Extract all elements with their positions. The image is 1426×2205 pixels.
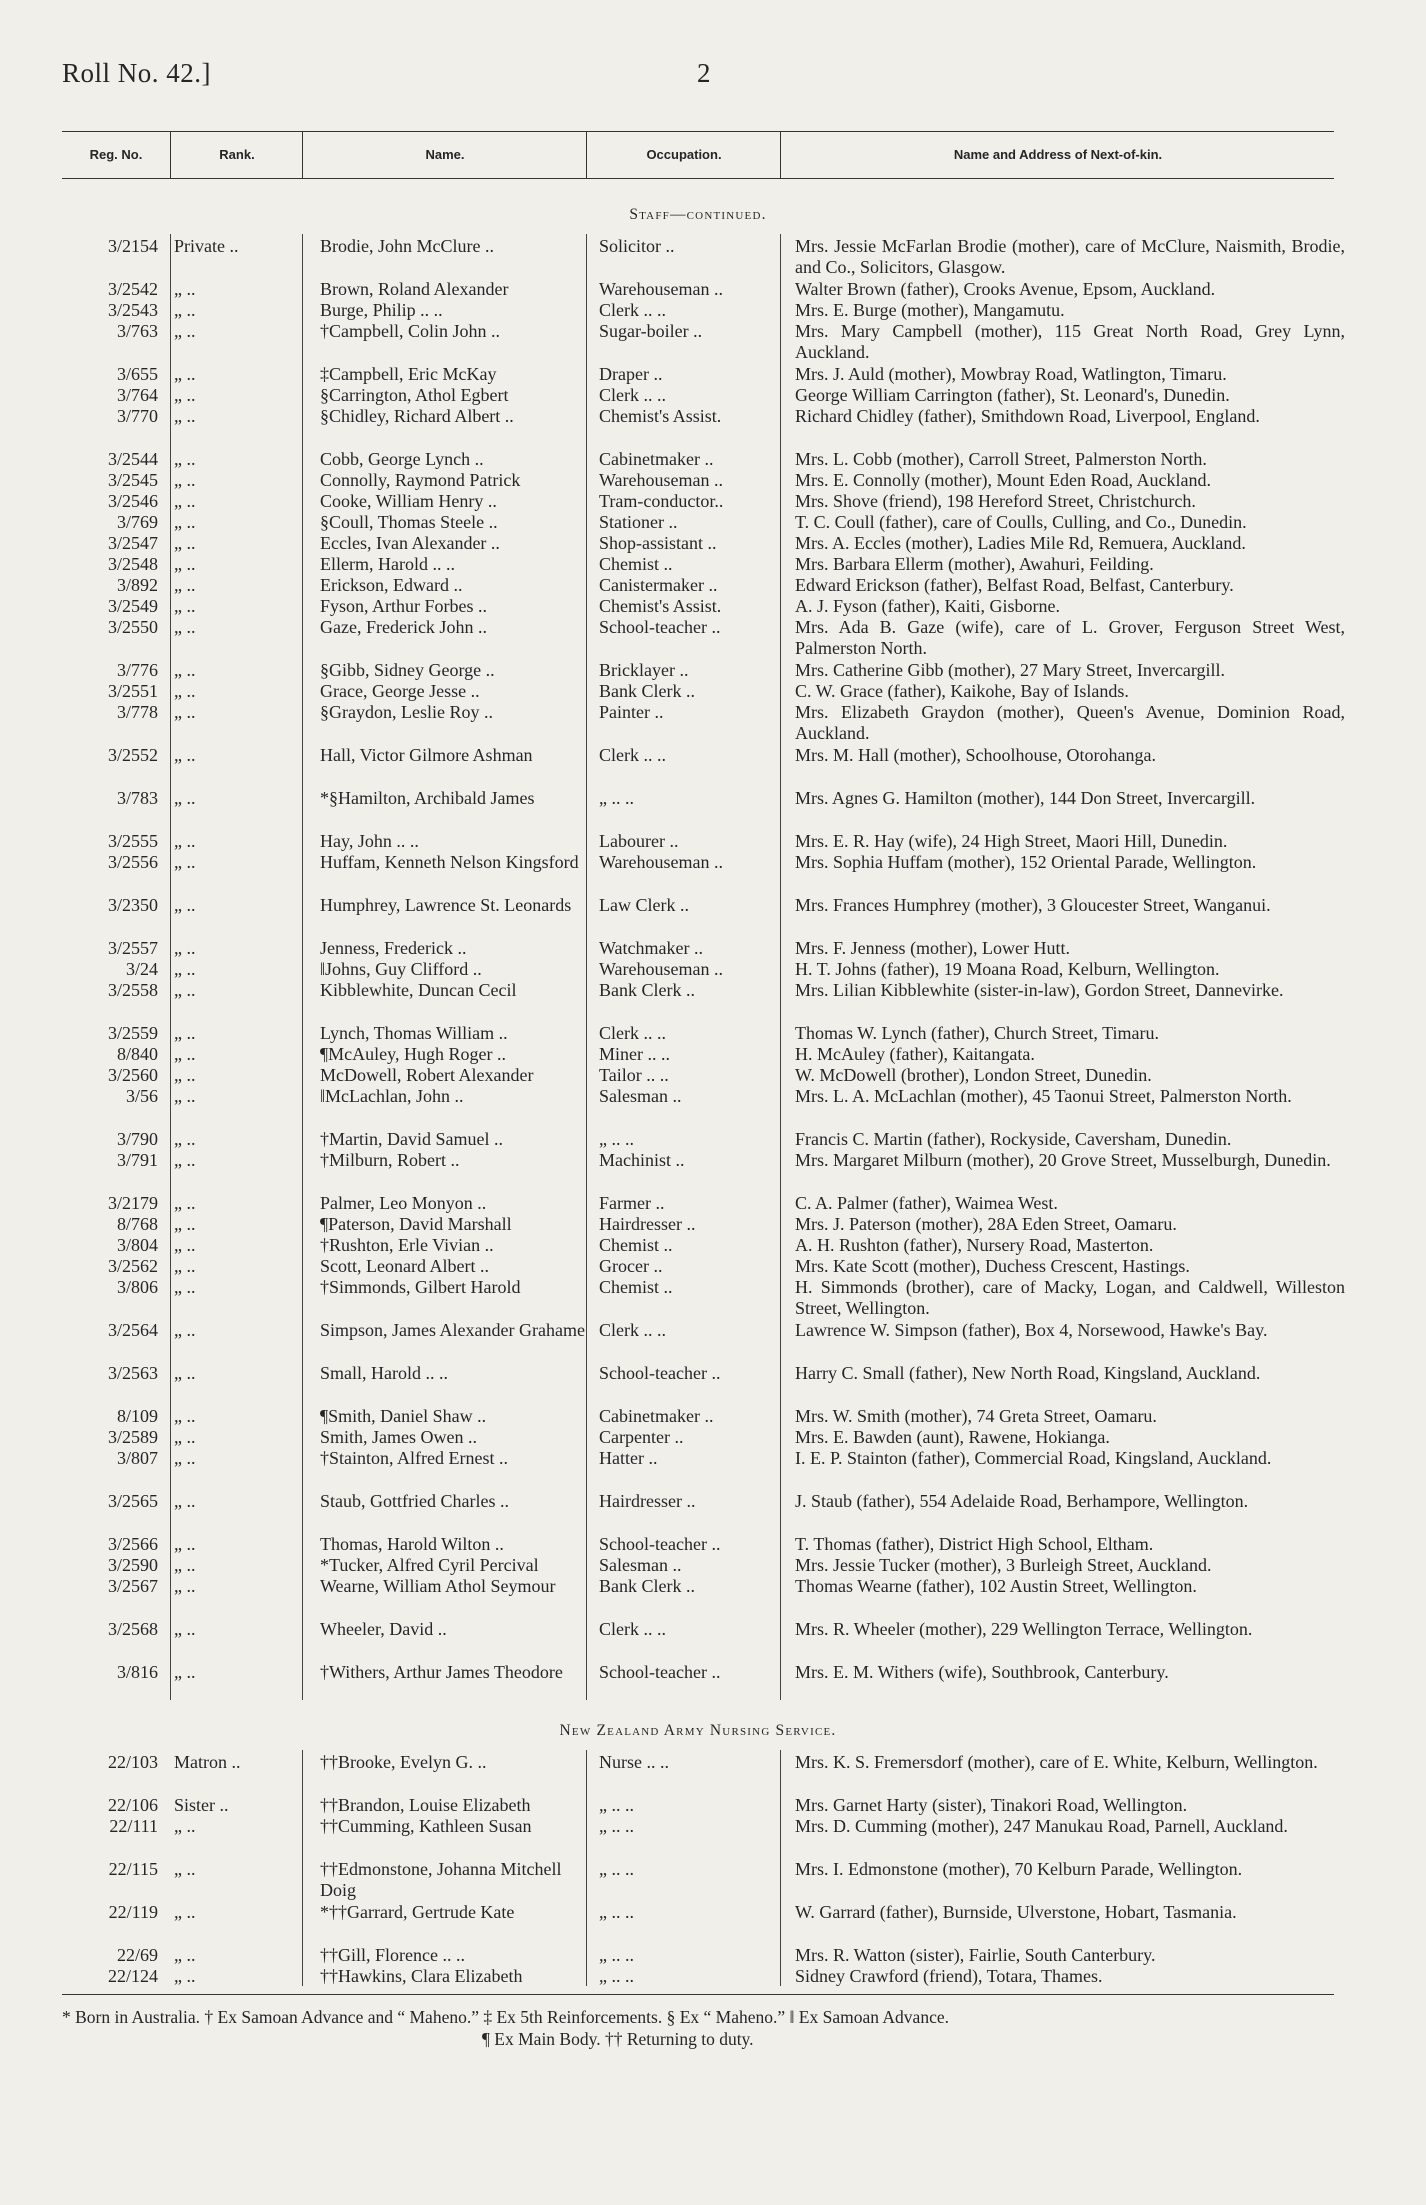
name-cell: Burge, Philip .. ..	[320, 300, 443, 320]
name-cell: Wearne, William Athol Seymour	[320, 1576, 556, 1596]
name-cell: Cooke, William Henry ..	[320, 491, 497, 511]
rank-cell: „ ..	[174, 1086, 196, 1106]
name-cell: *§Hamilton, Archibald James	[320, 788, 535, 808]
name-cell: Palmer, Leo Monyon ..	[320, 1193, 487, 1213]
reg-number-cell: 3/2552	[107, 745, 158, 765]
reg-number-cell: 22/69	[116, 1945, 158, 1965]
occupation-cell: Carpenter ..	[599, 1427, 684, 1447]
occupation-cell: Watchmaker ..	[599, 938, 704, 958]
next-of-kin-cell: T. C. Coull (father), care of Coulls, Culling, and Co., Dunedin.	[795, 512, 1247, 532]
name-cell: Staub, Gottfried Charles ..	[320, 1491, 509, 1511]
next-of-kin-cell: Mrs. F. Jenness (mother), Lower Hutt.	[795, 938, 1071, 958]
name-cell: ††Gill, Florence .. ..	[320, 1945, 465, 1965]
name-cell: †Martin, David Samuel ..	[320, 1129, 503, 1149]
reg-number-cell: 3/2559	[107, 1023, 158, 1043]
occupation-cell: Hatter ..	[599, 1448, 658, 1468]
next-of-kin-cell: W. Garrard (father), Burnside, Ulverstone, Hobart, Tasmania.	[795, 1902, 1237, 1922]
rank-cell: „ ..	[174, 364, 196, 384]
occupation-cell: Chemist's Assist.	[599, 406, 722, 426]
reg-number-cell: 3/2550	[107, 617, 158, 637]
occupation-cell: Farmer ..	[599, 1193, 665, 1213]
occupation-cell: Nurse .. ..	[599, 1752, 669, 1772]
rank-cell: „ ..	[174, 660, 196, 680]
name-cell: Erickson, Edward ..	[320, 575, 463, 595]
next-of-kin-cell: Mrs. E. Burge (mother), Mangamutu.	[795, 300, 1065, 320]
occupation-cell: Cabinetmaker ..	[599, 449, 714, 469]
reg-number-cell: 3/2544	[107, 449, 158, 469]
name-cell: Brown, Roland Alexander	[320, 279, 509, 299]
reg-number-cell: 3/2557	[107, 938, 158, 958]
next-of-kin-cell: Mrs. J. Paterson (mother), 28A Eden Street, Oamaru.	[795, 1214, 1177, 1234]
rank-cell: „ ..	[174, 1662, 196, 1682]
occupation-cell: Solicitor ..	[599, 236, 675, 256]
occupation-cell: „ .. ..	[599, 1795, 634, 1815]
name-cell: ¶Smith, Daniel Shaw ..	[320, 1406, 487, 1426]
column-header-next-of-kin: Name and Address of Next-of-kin.	[780, 132, 1335, 178]
next-of-kin-cell: Mrs. E. Connolly (mother), Mount Eden Road, Auckland.	[795, 470, 1211, 490]
rank-cell: „ ..	[174, 554, 196, 574]
occupation-cell: Shop-assistant ..	[599, 533, 717, 553]
reg-number-cell: 3/769	[116, 512, 158, 532]
occupation-cell: Tram-conductor..	[599, 491, 724, 511]
occupation-cell: Warehouseman ..	[599, 470, 724, 490]
reg-number-cell: 3/783	[116, 788, 158, 808]
reg-number-cell: 3/2556	[107, 852, 158, 872]
next-of-kin-cell: Walter Brown (father), Crooks Avenue, Epsom, Auckland.	[795, 279, 1216, 299]
reg-number-cell: 3/2562	[107, 1256, 158, 1276]
rank-cell: „ ..	[174, 575, 196, 595]
next-of-kin-cell: Francis C. Martin (father), Rockyside, Caversham, Dunedin.	[795, 1129, 1232, 1149]
rank-cell: „ ..	[174, 470, 196, 490]
occupation-cell: Sugar-boiler ..	[599, 321, 703, 341]
rank-cell: „ ..	[174, 1619, 196, 1639]
name-cell: ¶McAuley, Hugh Roger ..	[320, 1044, 506, 1064]
next-of-kin-cell: W. McDowell (brother), London Street, Dunedin.	[795, 1065, 1152, 1085]
occupation-cell: Grocer ..	[599, 1256, 663, 1276]
name-cell: ††Hawkins, Clara Elizabeth	[320, 1966, 523, 1986]
reg-number-cell: 3/804	[116, 1235, 158, 1255]
rank-cell: „ ..	[174, 300, 196, 320]
next-of-kin-cell: Mrs. Shove (friend), 198 Hereford Street, Christchurch.	[795, 491, 1196, 511]
reg-number-cell: 3/2589	[107, 1427, 158, 1447]
footnote-line-2: ¶ Ex Main Body. †† Returning to duty.	[482, 2029, 754, 2049]
next-of-kin-cell: Thomas W. Lynch (father), Church Street, Timaru.	[795, 1023, 1159, 1043]
rank-cell: „ ..	[174, 491, 196, 511]
occupation-cell: Labourer ..	[599, 831, 679, 851]
occupation-cell: School-teacher ..	[599, 1363, 721, 1383]
occupation-cell: Bricklayer ..	[599, 660, 689, 680]
rank-cell: „ ..	[174, 745, 196, 765]
reg-number-cell: 3/2545	[107, 470, 158, 490]
next-of-kin-cell: Mrs. Kate Scott (mother), Duchess Crescent, Hastings.	[795, 1256, 1190, 1276]
reg-number-cell: 22/115	[108, 1859, 158, 1879]
name-cell: Jenness, Frederick ..	[320, 938, 467, 958]
rank-cell: „ ..	[174, 1363, 196, 1383]
name-cell: Scott, Leonard Albert ..	[320, 1256, 489, 1276]
reg-number-cell: 3/2560	[107, 1065, 158, 1085]
occupation-cell: Cabinetmaker ..	[599, 1406, 714, 1426]
rank-cell: „ ..	[174, 1945, 196, 1965]
rank-cell: „ ..	[174, 1902, 196, 1922]
next-of-kin-cell: Mrs. M. Hall (mother), Schoolhouse, Otorohanga.	[795, 745, 1156, 765]
rank-cell: „ ..	[174, 321, 196, 341]
reg-number-cell: 3/2154	[107, 236, 158, 256]
reg-number-cell: 3/770	[116, 406, 158, 426]
occupation-cell: Clerk .. ..	[599, 1320, 666, 1340]
next-of-kin-cell: Mrs. Frances Humphrey (mother), 3 Gloucester Street, Wanganui.	[795, 895, 1271, 915]
rank-cell: „ ..	[174, 1816, 196, 1836]
rank-cell: Sister ..	[174, 1795, 229, 1815]
rank-cell: Private ..	[174, 236, 239, 256]
next-of-kin-cell: Mrs. Sophia Huffam (mother), 152 Oriental Parade, Wellington.	[795, 852, 1257, 872]
next-of-kin-cell: Mrs. Barbara Ellerm (mother), Awahuri, Feilding.	[795, 554, 1154, 574]
name-cell: ††Edmonstone, Johanna Mitchell Doig	[320, 1859, 562, 1900]
next-of-kin-cell: Mrs. E. Bawden (aunt), Rawene, Hokianga.	[795, 1427, 1110, 1447]
reg-number-cell: 3/2566	[107, 1534, 158, 1554]
column-divider	[302, 1750, 303, 1986]
next-of-kin-cell: Lawrence W. Simpson (father), Box 4, Norsewood, Hawke's Bay.	[795, 1320, 1268, 1340]
name-cell: Cobb, George Lynch ..	[320, 449, 484, 469]
name-cell: Grace, George Jesse ..	[320, 681, 480, 701]
name-cell: §Chidley, Richard Albert ..	[320, 406, 514, 426]
next-of-kin-cell: George William Carrington (father), St. Leonard's, Dunedin.	[795, 385, 1230, 405]
rank-cell: „ ..	[174, 831, 196, 851]
occupation-cell: Warehouseman ..	[599, 279, 724, 299]
next-of-kin-cell: Thomas Wearne (father), 102 Austin Street, Wellington.	[795, 1576, 1197, 1596]
next-of-kin-cell: Mrs. R. Watton (sister), Fairlie, South Canterbury.	[795, 1945, 1156, 1965]
next-of-kin-cell: Edward Erickson (father), Belfast Road, Belfast, Canterbury.	[795, 575, 1234, 595]
name-cell: §Gibb, Sidney George ..	[320, 660, 495, 680]
rank-cell: „ ..	[174, 617, 196, 637]
rank-cell: „ ..	[174, 512, 196, 532]
occupation-cell: School-teacher ..	[599, 1534, 721, 1554]
name-cell: Gaze, Frederick John ..	[320, 617, 487, 637]
name-cell: *††Garrard, Gertrude Kate	[320, 1902, 515, 1922]
reg-number-cell: 3/56	[125, 1086, 158, 1106]
name-cell: ‡Campbell, Eric McKay	[320, 364, 497, 384]
rank-cell: „ ..	[174, 1534, 196, 1554]
name-cell: Ellerm, Harold .. ..	[320, 554, 455, 574]
column-header-rank: Rank.	[170, 132, 303, 178]
rank-cell: „ ..	[174, 852, 196, 872]
rank-cell: „ ..	[174, 279, 196, 299]
rank-cell: „ ..	[174, 406, 196, 426]
rank-cell: „ ..	[174, 980, 196, 1000]
occupation-cell: Painter ..	[599, 702, 664, 722]
occupation-cell: „ .. ..	[599, 1816, 634, 1836]
name-cell: Eccles, Ivan Alexander ..	[320, 533, 500, 553]
reg-number-cell: 3/763	[116, 321, 158, 341]
name-cell: Hall, Victor Gilmore Ashman	[320, 745, 533, 765]
reg-number-cell: 3/778	[116, 702, 158, 722]
name-cell: Smith, James Owen ..	[320, 1427, 477, 1447]
occupation-cell: „ .. ..	[599, 1966, 634, 1986]
next-of-kin-cell: Mrs. Mary Campbell (mother), 115 Great North Road, Grey Lynn, Auckland.	[795, 321, 1345, 362]
name-cell: †Rushton, Erle Vivian ..	[320, 1235, 494, 1255]
name-cell: Huffam, Kenneth Nelson Kingsford	[320, 852, 579, 872]
column-divider	[780, 1750, 781, 1986]
reg-number-cell: 3/807	[116, 1448, 158, 1468]
page-header	[62, 58, 1362, 98]
name-cell: Hay, John .. ..	[320, 831, 419, 851]
reg-number-cell: 3/2350	[107, 895, 158, 915]
rank-cell: „ ..	[174, 1065, 196, 1085]
reg-number-cell: 3/2565	[107, 1491, 158, 1511]
footnote-line-1: * Born in Australia. † Ex Samoan Advance and “ Maheno.” ‡ Ex 5th Reinforcements. § Ex “ Maheno.” ‖ Ex Samoan Advance.	[62, 2007, 949, 2027]
rank-cell: „ ..	[174, 702, 196, 722]
reg-number-cell: 3/2546	[107, 491, 158, 511]
next-of-kin-cell: H. Simmonds (brother), care of Macky, Logan, and Caldwell, Willeston Street, Wellington.	[795, 1277, 1345, 1318]
page-number: 2	[697, 58, 711, 88]
next-of-kin-cell: Mrs. Elizabeth Graydon (mother), Queen's Avenue, Dominion Road, Auckland.	[795, 702, 1345, 743]
next-of-kin-cell: Mrs. E. R. Hay (wife), 24 High Street, Maori Hill, Dunedin.	[795, 831, 1228, 851]
reg-number-cell: 3/24	[125, 959, 158, 979]
next-of-kin-cell: I. E. P. Stainton (father), Commercial Road, Kingsland, Auckland.	[795, 1448, 1272, 1468]
reg-number-cell: 3/2179	[107, 1193, 158, 1213]
next-of-kin-cell: Mrs. Agnes G. Hamilton (mother), 144 Don Street, Invercargill.	[795, 788, 1256, 808]
rank-cell: „ ..	[174, 1214, 196, 1234]
name-cell: †Campbell, Colin John ..	[320, 321, 500, 341]
occupation-cell: Canistermaker ..	[599, 575, 718, 595]
rank-cell: „ ..	[174, 1277, 196, 1297]
occupation-cell: Law Clerk ..	[599, 895, 689, 915]
next-of-kin-cell: Mrs. L. Cobb (mother), Carroll Street, Palmerston North.	[795, 449, 1207, 469]
name-cell: ††Brandon, Louise Elizabeth	[320, 1795, 531, 1815]
occupation-cell: School-teacher ..	[599, 1662, 721, 1682]
rank-cell: „ ..	[174, 1427, 196, 1447]
occupation-cell: Clerk .. ..	[599, 1619, 666, 1639]
reg-number-cell: 22/103	[107, 1752, 158, 1772]
occupation-cell: Salesman ..	[599, 1086, 682, 1106]
next-of-kin-cell: Richard Chidley (father), Smithdown Road, Liverpool, England.	[795, 406, 1260, 426]
next-of-kin-cell: C. W. Grace (father), Kaikohe, Bay of Islands.	[795, 681, 1129, 701]
rank-cell: „ ..	[174, 1555, 196, 1575]
rank-cell: „ ..	[174, 1859, 196, 1879]
reg-number-cell: 3/816	[116, 1662, 158, 1682]
name-cell: ††Cumming, Kathleen Susan	[320, 1816, 532, 1836]
rank-cell: „ ..	[174, 959, 196, 979]
reg-number-cell: 3/2568	[107, 1619, 158, 1639]
name-cell: Thomas, Harold Wilton ..	[320, 1534, 504, 1554]
occupation-cell: „ .. ..	[599, 788, 634, 808]
reg-number-cell: 3/790	[116, 1129, 158, 1149]
column-header-occupation: Occupation.	[586, 132, 781, 178]
next-of-kin-cell: T. Thomas (father), District High School, Eltham.	[795, 1534, 1154, 1554]
occupation-cell: Hairdresser ..	[599, 1491, 696, 1511]
next-of-kin-cell: Mrs. I. Edmonstone (mother), 70 Kelburn Parade, Wellington.	[795, 1859, 1243, 1879]
name-cell: §Graydon, Leslie Roy ..	[320, 702, 493, 722]
occupation-cell: Chemist ..	[599, 1277, 673, 1297]
next-of-kin-cell: Harry C. Small (father), New North Road, Kingsland, Auckland.	[795, 1363, 1261, 1383]
occupation-cell: Chemist's Assist.	[599, 596, 722, 616]
rank-cell: „ ..	[174, 895, 196, 915]
rank-cell: „ ..	[174, 1576, 196, 1596]
reg-number-cell: 3/791	[116, 1150, 158, 1170]
next-of-kin-cell: A. J. Fyson (father), Kaiti, Gisborne.	[795, 596, 1060, 616]
name-cell: §Carrington, Athol Egbert	[320, 385, 509, 405]
name-cell: Wheeler, David ..	[320, 1619, 447, 1639]
next-of-kin-cell: Mrs. Jessie Tucker (mother), 3 Burleigh Street, Auckland.	[795, 1555, 1212, 1575]
rank-cell: „ ..	[174, 596, 196, 616]
occupation-cell: Warehouseman ..	[599, 959, 724, 979]
reg-number-cell: 8/109	[116, 1406, 158, 1426]
next-of-kin-cell: Mrs. D. Cumming (mother), 247 Manukau Road, Parnell, Auckland.	[795, 1816, 1288, 1836]
reg-number-cell: 22/106	[107, 1795, 158, 1815]
footer-rule	[62, 1994, 1334, 1995]
reg-number-cell: 22/111	[109, 1816, 158, 1836]
reg-number-cell: 3/2558	[107, 980, 158, 1000]
occupation-cell: Clerk .. ..	[599, 385, 666, 405]
reg-number-cell: 3/2590	[107, 1555, 158, 1575]
reg-number-cell: 8/768	[116, 1214, 158, 1234]
next-of-kin-cell: Mrs. W. Smith (mother), 74 Greta Street, Oamaru.	[795, 1406, 1157, 1426]
occupation-cell: „ .. ..	[599, 1902, 634, 1922]
name-cell: McDowell, Robert Alexander	[320, 1065, 534, 1085]
reg-number-cell: 3/655	[116, 364, 158, 384]
occupation-cell: Clerk .. ..	[599, 1023, 666, 1043]
occupation-cell: School-teacher ..	[599, 617, 721, 637]
rank-cell: „ ..	[174, 938, 196, 958]
name-cell: Humphrey, Lawrence St. Leonards	[320, 895, 572, 915]
reg-number-cell: 3/776	[116, 660, 158, 680]
rank-cell: „ ..	[174, 449, 196, 469]
next-of-kin-cell: Mrs. L. A. McLachlan (mother), 45 Taonui Street, Palmerston North.	[795, 1086, 1292, 1106]
next-of-kin-cell: Mrs. Catherine Gibb (mother), 27 Mary Street, Invercargill.	[795, 660, 1226, 680]
name-cell: Brodie, John McClure ..	[320, 236, 494, 256]
next-of-kin-cell: Mrs. Jessie McFarlan Brodie (mother), care of McClure, Naismith, Brodie, and Co., Solicitors, Glasgow.	[795, 236, 1345, 277]
reg-number-cell: 3/764	[116, 385, 158, 405]
occupation-cell: Salesman ..	[599, 1555, 682, 1575]
rank-cell: Matron ..	[174, 1752, 241, 1772]
next-of-kin-cell: A. H. Rushton (father), Nursery Road, Masterton.	[795, 1235, 1154, 1255]
next-of-kin-cell: C. A. Palmer (father), Waimea West.	[795, 1193, 1058, 1213]
next-of-kin-cell: H. T. Johns (father), 19 Moana Road, Kelburn, Wellington.	[795, 959, 1220, 979]
rank-cell: „ ..	[174, 1129, 196, 1149]
name-cell: ‖McLachlan, John ..	[320, 1086, 464, 1106]
reg-number-cell: 3/2543	[107, 300, 158, 320]
rank-cell: „ ..	[174, 788, 196, 808]
name-cell: Small, Harold .. ..	[320, 1363, 448, 1383]
reg-number-cell: 22/119	[108, 1902, 158, 1922]
next-of-kin-cell: Mrs. Ada B. Gaze (wife), care of L. Grover, Ferguson Street West, Palmerston North.	[795, 617, 1345, 658]
reg-number-cell: 3/2542	[107, 279, 158, 299]
reg-number-cell: 3/2564	[107, 1320, 158, 1340]
next-of-kin-cell: J. Staub (father), 554 Adelaide Road, Berhampore, Wellington.	[795, 1491, 1249, 1511]
name-cell: ‖Johns, Guy Clifford ..	[320, 959, 482, 979]
occupation-cell: Draper ..	[599, 364, 663, 384]
name-cell: †Simmonds, Gilbert Harold	[320, 1277, 521, 1297]
rank-cell: „ ..	[174, 1406, 196, 1426]
reg-number-cell: 8/840	[116, 1044, 158, 1064]
reg-number-cell: 3/2549	[107, 596, 158, 616]
rank-cell: „ ..	[174, 1023, 196, 1043]
occupation-cell: „ .. ..	[599, 1859, 634, 1879]
section-heading-staff: Staff—continued.	[629, 206, 767, 223]
column-divider	[302, 234, 303, 1700]
name-cell: Connolly, Raymond Patrick	[320, 470, 521, 490]
rank-cell: „ ..	[174, 1235, 196, 1255]
name-cell: ¶Paterson, David Marshall	[320, 1214, 512, 1234]
name-cell: Fyson, Arthur Forbes ..	[320, 596, 488, 616]
occupation-cell: Bank Clerk ..	[599, 681, 695, 701]
roll-label: Roll No. 42.]	[62, 58, 212, 88]
occupation-cell: Warehouseman ..	[599, 852, 724, 872]
occupation-cell: Chemist ..	[599, 554, 673, 574]
occupation-cell: Clerk .. ..	[599, 300, 666, 320]
occupation-cell: Bank Clerk ..	[599, 980, 695, 1000]
occupation-cell: Stationer ..	[599, 512, 678, 532]
rank-cell: „ ..	[174, 1044, 196, 1064]
name-cell: †Milburn, Robert ..	[320, 1150, 460, 1170]
occupation-cell: „ .. ..	[599, 1129, 634, 1149]
name-cell: †Withers, Arthur James Theodore	[320, 1662, 563, 1682]
next-of-kin-cell: Mrs. K. S. Fremersdorf (mother), care of E. White, Kelburn, Wellington.	[795, 1752, 1318, 1772]
rank-cell: „ ..	[174, 533, 196, 553]
reg-number-cell: 3/2555	[107, 831, 158, 851]
column-divider	[170, 234, 171, 1700]
next-of-kin-cell: Sidney Crawford (friend), Totara, Thames.	[795, 1966, 1103, 1986]
column-divider	[780, 234, 781, 1700]
reg-number-cell: 3/2567	[107, 1576, 158, 1596]
column-header-row	[62, 131, 1334, 179]
next-of-kin-cell: Mrs. Garnet Harty (sister), Tinakori Road, Wellington.	[795, 1795, 1188, 1815]
occupation-cell: Miner .. ..	[599, 1044, 670, 1064]
rank-cell: „ ..	[174, 1256, 196, 1276]
next-of-kin-cell: Mrs. E. M. Withers (wife), Southbrook, Canterbury.	[795, 1662, 1169, 1682]
next-of-kin-cell: H. McAuley (father), Kaitangata.	[795, 1044, 1035, 1064]
rank-cell: „ ..	[174, 681, 196, 701]
rank-cell: „ ..	[174, 1448, 196, 1468]
rank-cell: „ ..	[174, 1193, 196, 1213]
occupation-cell: Hairdresser ..	[599, 1214, 696, 1234]
name-cell: †Stainton, Alfred Ernest ..	[320, 1448, 508, 1468]
reg-number-cell: 3/2563	[107, 1363, 158, 1383]
name-cell: *Tucker, Alfred Cyril Percival	[320, 1555, 539, 1575]
reg-number-cell: 3/806	[116, 1277, 158, 1297]
rank-cell: „ ..	[174, 1966, 196, 1986]
rank-cell: „ ..	[174, 1150, 196, 1170]
column-header-name: Name.	[302, 132, 587, 178]
occupation-cell: „ .. ..	[599, 1945, 634, 1965]
next-of-kin-cell: Mrs. Margaret Milburn (mother), 20 Grove Street, Musselburgh, Dunedin.	[795, 1150, 1331, 1170]
name-cell: Simpson, James Alexander Grahame	[320, 1320, 585, 1340]
name-cell: Lynch, Thomas William ..	[320, 1023, 508, 1043]
occupation-cell: Clerk .. ..	[599, 745, 666, 765]
column-header-reg: Reg. No.	[89, 147, 143, 162]
rank-cell: „ ..	[174, 385, 196, 405]
section-heading-nursing-service: New Zealand Army Nursing Service.	[559, 1722, 837, 1739]
reg-number-cell: 22/124	[107, 1966, 158, 1986]
occupation-cell: Tailor .. ..	[599, 1065, 669, 1085]
next-of-kin-cell: Mrs. Lilian Kibblewhite (sister-in-law), Gordon Street, Dannevirke.	[795, 980, 1284, 1000]
occupation-cell: Chemist ..	[599, 1235, 673, 1255]
name-cell: ††Brooke, Evelyn G. ..	[320, 1752, 487, 1772]
reg-number-cell: 3/2548	[107, 554, 158, 574]
reg-number-cell: 3/2551	[107, 681, 158, 701]
occupation-cell: Bank Clerk ..	[599, 1576, 695, 1596]
rank-cell: „ ..	[174, 1320, 196, 1340]
reg-number-cell: 3/892	[116, 575, 158, 595]
name-cell: Kibblewhite, Duncan Cecil	[320, 980, 517, 1000]
rank-cell: „ ..	[174, 1491, 196, 1511]
next-of-kin-cell: Mrs. R. Wheeler (mother), 229 Wellington Terrace, Wellington.	[795, 1619, 1253, 1639]
occupation-cell: Machinist ..	[599, 1150, 685, 1170]
next-of-kin-cell: Mrs. J. Auld (mother), Mowbray Road, Watlington, Timaru.	[795, 364, 1227, 384]
next-of-kin-cell: Mrs. A. Eccles (mother), Ladies Mile Rd, Remuera, Auckland.	[795, 533, 1246, 553]
name-cell: §Coull, Thomas Steele ..	[320, 512, 498, 532]
reg-number-cell: 3/2547	[107, 533, 158, 553]
